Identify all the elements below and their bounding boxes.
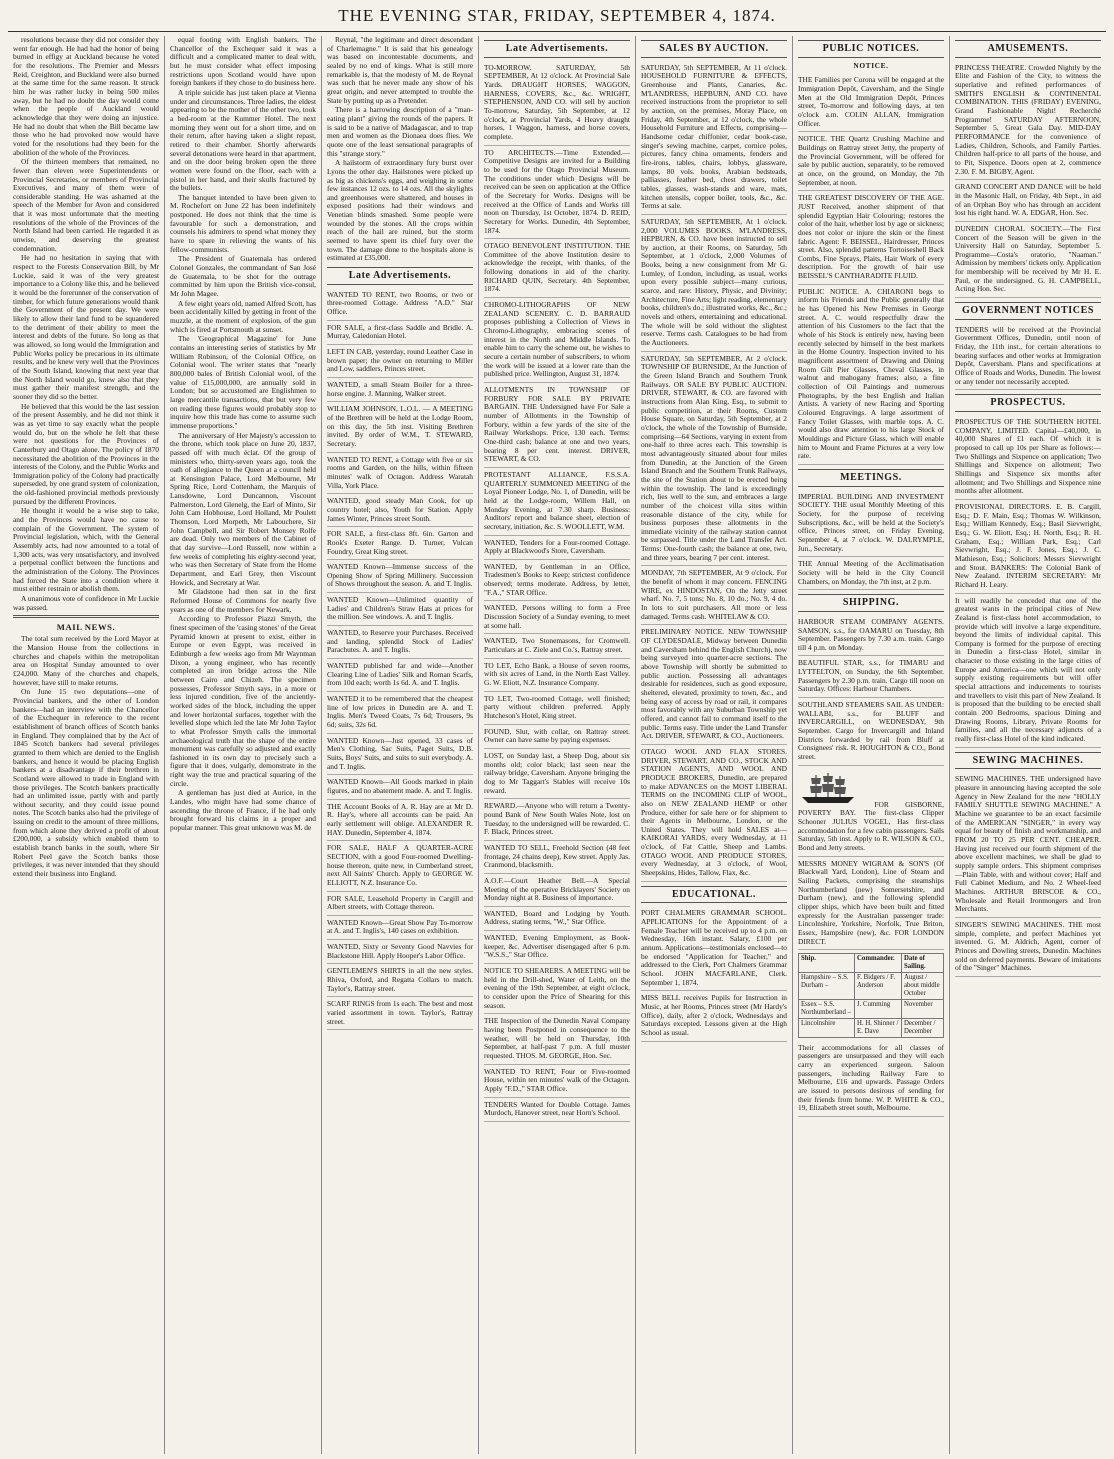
classified-ad: WANTED Known—Great Show Pay To-morrow at A. and T. Inglis's, 140 cases on exhibition. [327, 916, 473, 940]
classified-ad: WANTED, good steady Man Cook, for up country hotel; also, Youth for Station. Apply James Winter, Princes street South. [327, 494, 473, 527]
educational-heading: EDUCATIONAL. [641, 886, 787, 904]
classified-ad: WANTED TO RENT, Four or Five-roomed House, within ten minutes' walk of the Octagon. Apply "F.D.," STAR Office. [484, 1065, 630, 1098]
columns [8, 36, 1106, 1454]
classified-ad: FOR SALE, Leasehold Property in Cargill and Albert streets, with Cottage thereon. [327, 892, 473, 916]
table-cell: Hampshire – S.S. Durham – [799, 973, 855, 1000]
article-paragraph: Of the thirteen members that remained, no fewer than eleven were Superintendents or Provincial Secretaries, or members of Provincial Executives, and many of them were of considerable standing. He was ashamed at the speech of the Member for Avon and considered that it was most unfortunate that the meeting resolutions of the whole of the Provinces of the North Island had been carried. He regarded it as unwise, and deserving the greatest condemnation. [13, 157, 159, 253]
classified-ad: LEFT IN CAB, yesterday, round Leather Case in brown paper; the owner on returning to Miller and Low, saddlers, Princes street. [327, 345, 473, 378]
school-notice: PORT CHALMERS GRAMMAR SCHOOL. APPLICATIONS for the Appointment of a Female Teacher will be received up to 4 p.m. on Wednesday, 16th instant. Salary, £100 per annum. Applications—testimonials enclosed—to be endorsed "Application for Teacher," and addressed to the Clerk, Port Chalmers Grammar School. JOHN MACFARLANE, Clerk. September 1, 1874. [641, 906, 787, 991]
auction-ad: TO-MORROW. SATURDAY, 5th SEPTEMBER, At 12 o'clock. At Provincial Sale Yards. DRAUGHT HORSES, WAGGON, HARNESS, COVERS, &c., &c. WRIGHT, STEPHENSON, AND CO. will sell by auction To-morrow, Saturday, 5th September, at 12 o'clock, at Provincial Yards, 4 Heavy draught horses, 1 Waggon, harness, and horse covers, complete. [484, 61, 630, 146]
late-advertisements-heading: Late Advertisements. [327, 267, 473, 285]
column-4 [479, 36, 636, 1454]
column-3 [322, 36, 479, 1454]
shipping-footer: Their accommodations for all classes of passengers are unsurpassed and they will each carry an experienced surgeon. Saloon passengers, including Railway Fare to Melbourne, £16 and upwards. Passage Orders are issued to persons desirous of sending for their friends from home. W. P. WHITE & CO., 19, Elizabeth street south, Melbourne. [798, 1041, 944, 1117]
article-paragraph: He believed that this would be the last session of the present Assembly, and he did not think it was as yet time to say exactly what the people would do, but on the whole he felt that these were not questions for the Provinces of Canterbury and Otago alone. The policy of 1870 necessitated the abolition of the Provinces in the interests of the Colony, and the Public Works and Immigration policy of the Colony had practically superseded, by one grand system of colonization, the old-fashioned provincial methods previously pursued by the different Provinces. [13, 401, 159, 506]
table-cell: August / about middle October [901, 973, 943, 1000]
table-header: Commander. [855, 954, 902, 973]
article-paragraph: The banquet intended to have been given to M. Rochefort on June 22 has been indefinitely postponed. He does not think that the time is favourable for such a demonstration, and counsels his admirers to spend what money they have to spare in relieving the wants of his fellow-communists. [170, 192, 316, 254]
article-paragraph: Reynal, "the legitimate and direct descendant of Charlemagne." It is said that his genealogy was based on incontestable documents, and sealed by no end of kings. What is still more remarkable is, that the modesty of M. de Reynal was such that he never made any show of his great origin, and never attempted to trouble the State by putting up as a Pretender. [327, 36, 473, 105]
classified-ad: WANTED, to Reserve your Purchases. Received and landing, splendid Stock of Ladies' Parachutes. A. and T. Inglis. [327, 626, 473, 659]
shipping-ad-text: FOR GISBORNE, POVERTY BAY. The first-class Clipper Schooner JULIUS VOGEL, Has first-class accommodation for a few cabin passengers. Sails Saturday, 5th inst. Apply to R. WILSON & CO., Bond and Jetty streets. [798, 799, 944, 852]
article-paragraph: He thought it would be a wise step to take, and the Provinces would have no cause to complain of the Government. The system of Provincial legislation, which, with the General Assembly acts, had now amounted to a total of 1,300 acts, was very unsatisfactory, and involved a perpetual conflict between the functions and the administration of the Colony. The Provinces had forced the State into a condition where it must either restrain or abolish them. [13, 506, 159, 594]
classified-ad: WANTED Known—Just opened, 33 cases of Men's Clothing, Sac Suits, Paget Suits, D.B. Suits, Boys' Suits, and suits to suit everybody. A. and T. Inglis. [327, 734, 473, 776]
table-cell: November [901, 999, 943, 1018]
mail-news-heading: MAIL NEWS. [56, 622, 116, 633]
classified-ad: WANTED, a small Steam Boiler for a three-horse engine. J. Manning, Walker street. [327, 378, 473, 402]
music-lessons-ad: MISS BELL receives Pupils for Instruction in Music, at her Rooms, Princes street (Mr Hardy's Office), daily, after 2 o'clock, Wednesdays and Saturdays excepted. Lessons given at the High School as usual. [641, 991, 787, 1041]
sailing-ship-icon [798, 771, 858, 805]
table-cell: H. H. Shinner / E. Dave [855, 1018, 902, 1037]
article-paragraph: Mr Gladstone had then sat in the first Reformed House of Commons for nearly five years as one of the members for Newark. [170, 587, 316, 614]
meeting-notice: THE Annual Meeting of the Acclimatisation Society will be held in the City Council Chambers, on Monday, the 7th inst, at 2 p.m. [798, 557, 944, 590]
classified-ad: WANTED published far and wide—Another Clearing Line of Ladies' Silk and Roman Scarfs, from 10d each; worth 1s 6d. A. and T. Inglis. [327, 659, 473, 692]
table-header-row [799, 954, 944, 973]
table-row [799, 973, 944, 1000]
prospectus-directors: PROVISIONAL DIRECTORS. E. B. Cargill, Esq.; D. F. Main, Esq.; Thomas W. Wilkinson, Esq.; William Kennedy, Esq.; Basil Sievwright, Esq.; G. W. Eliott, Esq.; H. North, Esq.; R. H. Graham, Esq.; William Park, Esq.; Carl Sievwright, Esq.; J. F. Jones, Esq.; J. C. Mathieson, Esq.; Solicitors: Messrs Sievwright and Stout. BANKERS: The Colonial Bank of New Zealand. INTERIM SECRETARY: Mr Richard H. Leary. [955, 500, 1101, 594]
classified-ad: WANTED, by Gentleman in an Office, Tradesmen's Books to Keep; strictest confidence observed; terms moderate. Address, by letter, "F.A.," STAR Office. [484, 560, 630, 602]
meetings-heading: MEETINGS. [798, 469, 944, 487]
shipping-ad: SOUTHLAND STEAMERS SAIL AS UNDER: WALLABI, s.s., for BLUFF and INVERCARGILL, on WEDNESDAY, 9th September. Cargo for Invercargill and Inland Districts forwarded by rail from Bluff at Consignees' risk. R. HOUGHTON & CO., Bond street. [798, 698, 944, 766]
sales-by-auction-heading: SALES BY AUCTION. [641, 40, 787, 58]
auction-ad: SATURDAY, 5th SEPTEMBER, At 11 o'clock. HOUSEHOLD FURNITURE & EFFECTS, Greenhouse and Plants, Canaries, &c. M'LANDRESS, HEPBURN, AND CO. have received instructions from the proprietor to sell by auction, on the premises, Moray Place, on Friday, 4th September, at 12 o'clock, the whole Household Furniture and Effects, comprising—Handsome cedar chiffonier, cedar book-case, singer's sewing machine, carpet, cornice poles, pictures, fancy china ornaments, fenders and fire-irons, tables, chairs, lobbys, glassware, lamps, 80 vols. books, Arabian bedsteads, palliasses, feather bed, chest drawers, toilet tables, glasses, wash-stands and ware, mats, kitchen utensils, copper boiler, tools, &c., &c. Terms at sale. [641, 61, 787, 215]
table-cell: December / December [901, 1018, 943, 1037]
classified-ad: GENTLEMEN'S SHIRTS in all the new styles. Rhiva, Oxford, and Regatta Collars to match. Taylor's, Rattray street. [327, 964, 473, 997]
theatre-ad: PRINCESS THEATRE. Crowded Nightly by the Elite and Fashion of the City, to witness the superlative and refined performances of SMITH'S ENGLISH & CONTINENTAL COMBINATION. THIS (FRIDAY) EVENING, Grand Fashionable Night! Recherché Programme! SATURDAY AFTERNOON, September 5, Great Gala Day. MID-DAY PERFORMANCE for the convenience of Ladies, Children, Schools, and Family Parties. Children half-price to all parts of the house, and to Pit, Sixpence. Doors open at 2, commence 2.30. F. M. BIGBY, Agent. [955, 61, 1101, 181]
classified-ad: WANTED Known—Unlimited quantity of Ladies' and Children's Straw Hats at prices for the million. See windows. A. and T. Inglis. [327, 593, 473, 626]
concert-ad: GRAND CONCERT AND DANCE will be held in the Masonic Hall, on Friday, 4th Sept., in aid of an Orphan Boy who has through an accident lost his right hand. W. A. EDGAR, Hon. Sec. [955, 180, 1101, 222]
classified-ad: WANTED Known—All Goods marked in plain figures, and no abatement made. A. and T. Inglis. [327, 775, 473, 799]
shop-notice: PUBLIC NOTICE. A. CHIARONI begs to inform his Friends and the Public generally that he has Opened his New Premises in George street. A. C. would respectfully draw the attention of his Customers to the fact that the whole of his Stock is entirely new, having been recently selected by himself in the best markets in the Home Country. Inspection invited to his magnificent assortment of Drawing and Dining Room Gilt Pier Glasses, Cheval Glasses, in walnut and mahogany frames; also, a fine collection of Oil Paintings and numerous Photographs, by the best English and Italian Artists. A variety of new Racing and Sporting Coloured Engravings. A large assortment of Fancy Toilet Glasses, with marble tops. A. C. would also draw attention to his large Stock of Mouldings and Picture Glass, which will enable him to Mount and Frame Pictures at a very low rate. [798, 285, 944, 465]
article-paragraph: A few eight years old, named Alfred Scott, has been accidentally killed by getting in front of the muzzle, at the moment of explosion, of the gun which is fired at Portsmouth at sunset. [170, 298, 316, 334]
sewing-machine-ad: SEWING MACHINES. THE undersigned have pleasure in announcing having accepted the sole Agency in New Zealand for the new "HOLLY FAMILY SHUTTLE SEWING MACHINE." A Machine we guarantee to be an exact facsimile of the AMERICAN "SINGER," in every way equal for beauty of finish and workmanship, and FROM 20 TO 25 PER CENT. CHEAPER. Having just received our fourth shipment of the above excellent machines, we shall be glad to supply sample orders. This shipment comprises—Plain Table, with and without cover; Half and Full Cabinet Medium, and No. 2 Wheel-feed Machines. ARTHUR BRISCOE & CO., Wholesale and Retail Ironmongers and Iron Merchants. [955, 772, 1101, 918]
table-row [799, 1018, 944, 1037]
auction-ad: MONDAY, 7th SEPTEMBER, At 9 o'clock. For the benefit of whom it may concern. FENCING WIRE, ex HINDOSTAN, On the Jetty street wharf. No. 7, 5 tons; No. 8, 10 do.; No. 9, 4 do. In lots to suit purchasers. All more or less damaged. Terms cash. WHITELAW & CO. [641, 566, 787, 625]
classified-ad: WILLIAM JOHNSON, L.O.L. — A MEETING of the Brethren will be held at the Lodge Room, on this day, the 5th inst. Visiting Brethren invited. By order of W.M., T. STEWARD, Secretary. [327, 402, 473, 452]
table-header: Date of Sailing. [901, 954, 943, 973]
table-header: Ship. [799, 954, 855, 973]
table-cell: J. Cumming [855, 999, 902, 1018]
article-paragraph: There is a harrowing description of a "man-eating plant" giving the rounds of the papers. It is said to be a native of Madagascar, and to trap men and women as the Dionaea does flies. We quote one of the least sensational paragraphs of this "strange story." [327, 105, 473, 158]
classified-ad: FOR SALE, HALF A QUARTER-ACRE SECTION, with a good Four-roomed Dwelling-house thereon, quite new, in Cumberland street, next All Saints' Church. Apply to GEORGE W. ELLIOTT, N.Z. Insurance Co. [327, 841, 473, 891]
lodge-meeting-notice: PROTESTANT ALLIANCE, F.S.S.A. QUARTERLY SUMMONED MEETING of the Loyal Pioneer Lodge, No. 1, of Dunedin, will be held at the Lodge-room, Willem Hall, on Monday Evening, at 7.30 sharp. Business: Auditors' report and balance sheet, election of secretary, initiation, &c. S. WOOLLETT, W.M. [484, 468, 630, 536]
article-paragraph: The President of Guatemala has ordered Colonel Gonzales, the commandant of San José de Guatemala, to be shot for the outrage committed by him upon the British vice-consul, Mr John Magee. [170, 254, 316, 299]
classified-ad: WANTED, Evening Employment, as Book-keeper, &c. Advertiser disengaged after 6 p.m. "W.S.S.," Star Office. [484, 931, 630, 964]
political-report [13, 36, 159, 612]
divider [13, 615, 159, 618]
sewing-machines-heading: SEWING MACHINES. [955, 752, 1101, 770]
sewing-machine-ad: SINGER'S SEWING MACHINES. THE most simple, complete, and perfect Machines yet invented. G. M. Aldrich, Agent, corner of Princes and Dowling streets, Dunedin. Machines sold on deferred payments. Beware of imitations of the "Singer" Machines. [955, 918, 1101, 977]
classified-ad: WANTED, Persons willing to form a Free Discussion Society of a Sunday evening, to meet at some hall. [484, 601, 630, 634]
masthead: THE EVENING STAR, FRIDAY, SEPTEMBER 4, 1874. [8, 6, 1106, 32]
classified-ad: TO LET, Two-roomed Cottage, well finished; party without children preferred. Apply Hutcheson's Hotel, King street. [484, 692, 630, 725]
institution-notice: OTAGO BENEVOLENT INSTITUTION. THE Committee of the above Institution desire to acknowledge the receipt, with thanks, of the following donations in aid of the charity. RICHARD QUIN, Secretary. 4th September, 1874. [484, 239, 630, 298]
table-cell: Lincolnshire [799, 1018, 855, 1037]
tender-notice: TO ARCHITECTS.—Time Extended.—Competitive Designs are invited for a Building to be used for the Otago Provincial Museum. The conditions under which Designs will be received can be seen on application at the Office of the Secretary for Works. Designs will be received at the Office of Lands and Works till noon on Thursday, 1st October, 1874. D. REID, Secretary for Works. Dunedin, 4th September, 1874. [484, 146, 630, 240]
classified-ad: WANTED, Sixty or Seventy Good Navvies for Blackstone Hill. Apply Hooper's Labor Office. [327, 940, 473, 964]
mail-news-continued [170, 36, 316, 833]
hair-colouring-ad: THE GREATEST DISCOVERY OF THE AGE. JUST Received, another shipment of that splendid Egyptian Hair Colouring; restores the color of the hair, whether lost by age or sickness; does not color or injure the skin or the finest fabric. Agent: F. BEISSEL, Hairdresser, Princes street. Also, splendid patterns Tortoiseshell Back Combs, Fine Sprays, Plaits, Hair Work of every description. For the growth of hair use BEISSEL'S CANTHARADITE FLUID. [798, 191, 944, 285]
classified-ad: A.O.F.—Court Heather Bell.—A Special Meeting of the operative Bricklayers' Society on Monday night at 8. Business of importance. [484, 874, 630, 907]
shipping-ad [798, 766, 944, 857]
table-row [799, 999, 944, 1018]
article-paragraph: equal footing with English bankers. The Chancellor of the Exchequer said it was a difficult and a complicated matter to deal with, but he must consider what effect imposing restrictions upon Scotland would have upon foreign bankers if they chose to do business here. [170, 36, 316, 88]
classified-ad: LOST, on Sunday last, a Sheep Dog, about six months old; color black; last seen near the railway bridge, Caversham. Anyone bringing the dog to Mr Taggart's Stables will receive 10s reward. [484, 749, 630, 799]
shipping-ad: BEAUTIFUL STAR, s.s., for TIMARU and LYTTELTON, on Sunday, the 6th September. Passengers by 2.30 p.m. train. Cargo till noon on Saturday. Offices: Harbour Chambers. [798, 656, 944, 698]
classified-ad: WANTED TO RENT, a Cottage with five or six rooms and Garden, on the hills, within fifteen minutes' walk of Octagon. Address Waratah Villa, York Place. [327, 453, 473, 495]
classified-ad: WANTED TO SELL, Freehold Section (48 feet frontage, 24 chains deep), Kew street. Apply Jas. Cranmond, blacksmith. [484, 841, 630, 874]
government-notice: TENDERS will be received at the Provincial Government Offices, Dunedin, until noon of Friday, the 11th inst., for certain alterations to bearing surfaces and other works at Immigration Depôt, Caversham. Plans and specifications at Office of Roads and Works, Dunedin. The lowest or any tender not necessarily accepted. [955, 323, 1101, 391]
column-1 [8, 36, 165, 1454]
classified-ad: FOR SALE, a first-class Saddle and Bridle. A. Murray, Caledonian Hotel. [327, 321, 473, 345]
meeting-notice: THE Inspection of the Dunedin Naval Company having been Postponed in consequence to the weather, will be held on Thursday, 10th September, at half-past 7 p.m. A full muster requested. THOS. M. GEORGE, Hon. Sec. [484, 1014, 630, 1064]
late-advertisements-heading: Late Advertisements. [484, 40, 630, 58]
classified-ad: THE Account Books of A. R. Hay are at Mr D. R. Hay's, where all accounts can be paid. An early settlement will oblige. ALEXANDER R. HAY. Dunedin, September 4, 1874. [327, 800, 473, 842]
mail-news-continued [327, 36, 473, 263]
column-6 [793, 36, 950, 1454]
column-7 [950, 36, 1106, 1454]
prospectus-body: It will readily be conceded that one of the greatest wants in the principal cities of New Zealand is first-class hotel accommodation, to provide which will involve a large expenditure, beyond the limits of individual capital. This Company is formed for the purpose of erecting in Dunedin a first-class Hotel, similar in character to those existing in the large cities of Europe and America—one which will not only supply existing requirements but will offer special attractions and inducements to tourists and travellers to visit this part of New Zealand. It is proposed that the building to be erected shall contain 200 Bedrooms, spacious Dining and Drawing Rooms, Library, Private Rooms for families, and all the necessary adjuncts of a really first-class Hotel of the kind indicated. [955, 594, 1101, 748]
public-notice: NOTICE. THE Quartz Crushing Machine and Buildings on Rattray street Jetty, the property of the Provincial Government, will be offered for sale by public auction, separately, to be removed at once, on the ground, on Monday, the 7th September, at noon. [798, 132, 944, 191]
prospectus-text: PROSPECTUS OF THE SOUTHERN HOTEL COMPANY, LIMITED. Capital—£40,000, in 40,000 Shares of £1 each. Of which it is proposed to call up 10s per Share as follows:—Two Shillings and Sixpence on application; Two Shillings and Sixpence on allotment; Two Shillings and Sixpence six months after allotment; and Two Shillings and Sixpence nine months after allotment. [955, 415, 1101, 500]
public-notices-heading: PUBLIC NOTICES. [798, 40, 944, 58]
table-cell: Essex – S.S. Northumberland – [799, 999, 855, 1018]
auction-ad: SATURDAY, 5th SEPTEMBER, At 2 o'clock. TOWNSHIP OF BURNSIDE, At the Junction of the Green Island Branch and Southern Trunk Railways. OR SALE BY PUBLIC AUCTION. DRIVER, STEWART, & CO. are favored with instructions from Alan King, Esq., to submit to public competition, at their Rooms, Custom House Square, on Saturday, 5th September, at 2 o'clock, the whole of the Township of Burnside, comprising—64 Sections, varying in extent from one-half to three acres each. This township is most advantageously situated about four miles from Dunedin, at the Junction of the Green Island Branch and the Southern Trunk Railways, the site of the Station about to be erected being within the township. The land is exceedingly rich, lies well to the sun, and embraces a large number of the choicest villa sites within reasonable distance of the city, while for business purposes these allotments in the immediate vicinity of the railway station cannot be surpassed. Title under the Land Transfer Act. Terms: One-fourth cash; the balance at one, two, and three years, bearing 7 per cent. interest. [641, 352, 787, 567]
article-paragraph: The 'Geographical Magazine' for June contains an interesting series of statistics by Mr William Robinson, of the Colonial Office, on Colonial wool. The writer states that "nearly 800,000 bales of British Colonial wool, of the value of £15,000,000, are annually sold in London; but so accustomed are Englishmen to large mercantile transactions, that but very few on reading these figures would probably stop to inquire how this trade has come to assume such immense proportions." [170, 334, 316, 430]
land-sale-ad: ALLOTMENTS IN TOWNSHIP OF FORBURY FOR SALE BY PRIVATE BARGAIN. THE Undersigned have For Sale a number of Allotments in the Township of Forbury, within a few yards of the site of the Railway Workshops. Price, 130 each. Terms: One-third cash; balance at one and two years, bearing 8 per cent. interest. DRIVER, STEWART, & CO. [484, 383, 630, 468]
classified-ad: REWARD.—Anyone who will return a Twenty-pound Bank of New South Wales Note, lost on Tuesday, to the undersigned will be rewarded. C. F. Black, Princes street. [484, 799, 630, 841]
classified-ad: WANTED, Board and Lodging by Youth. Address, stating terms, "W.," Star Office. [484, 907, 630, 931]
article-paragraph: According to Professor Piazzi Smyth, the finest specimen of the 'casing stones' of the Great Pyramid known at present to exist, either in Europe or even Egypt, was received in Edinburgh a few weeks ago from Mr Waynman Dixon, a young engineer, who has recently completed an iron bridge across the Nile between Cairo and Chizeh. The specimen possesses, Professor Smyth says, in a more or less injured condition, five of the anciently-worked sides of the block, including the upper and lower horizontal surfaces, together with the levelled slope which led the late Mr John Taylor to what Professor Smyth calls the immortal archaeological truth that the shape of the entire monument was carefully so adjusted and exactly fashioned in its own day to precisely such a figure that it does, vulgarly, demonstrate in the right way the true and practical squaring of the circle. [170, 614, 316, 788]
agent-ad: OTAGO WOOL AND FLAX STORES. DRIVER, STEWART, AND CO., STOCK AND STATION AGENTS, AND WOOL AND PRODUCE BROKERS, Dunedin, are prepared to make ADVANCES on the MOST LIBERAL TERMS on the INCOMING CLIP of WOOL, also on NEW ZEALAND HEMP or other Produce, either for sale here or for shipment to their Agents in Melbourne, London, or the United States. They will hold SALES at—KAIKORAI YARDS, every Wednesday, at 11 o'clock, of Fat Cattle, Sheep and Lambs. OTAGO WOOL AND PRODUCE STORES, every Wednesday, at 3 o'clock, of Wool, Sheepskins, Hides, Tallow, Flax, &c. [641, 745, 787, 882]
article-paragraph: A hailstorm of extraordinary fury burst over Lyons the other day. Hailstones were picked up as big as chickens's eggs, and weighing in some few instances 12 ozs. to 14 ozs. All the skylights and greenhouses were shattered, and houses in exposed positions had their windows and Venetian blinds smashed. Some people were wounded by the stones. All the crops within reach of the hail are ruined, but the storm seemed to have spent its chief fury over the town. The damage done to the hospitals alone is estimated at £35,000. [327, 158, 473, 263]
article-paragraph: resolutions because they did not consider they went far enough. He had had the honor of being burned in effigy at Auckland because he voted for the resolutions. The Premier and Messrs Reid, Creighton, and Buckland were also burned at the same time for the same reason. It struck him he was rather lucky in being 500 miles away, but he had no doubt the day would come when the people of Auckland would acknowledge that they were doing an injustice. He had no doubt that when the Bill became law those who he had provoked now would have voted for the resolutions had they been for the abolition of the whole of the Provinces. [13, 36, 159, 157]
publication-notice: CHROMO-LITHOGRAPHS OF NEW ZEALAND SCENERY. C. D. BARRAUD proposes publishing a Collection of Views in Chromo-Lithography, embracing scenes of interest in the North and Middle Islands. To enable him to carry the scheme out, he wishes to secure a certain number of subscribers, to whom the work will be issued at a lower rate than the published price. Wellington, August 31, 1874. [484, 298, 630, 383]
shipping-ad: HARBOUR STEAM COMPANY AGENTS. SAMSON, s.s., for OAMARU on Tuesday, 8th September. Passengers by 7.30 a.m. train. Cargo till 4 p.m. on Monday. [798, 615, 944, 657]
table-cell: F. Bidgers / F. Anderson [855, 973, 902, 1000]
column-5 [636, 36, 793, 1454]
government-notices-heading: GOVERNMENT NOTICES [955, 302, 1101, 320]
article-paragraph: A unanimous vote of confidence in Mr Luckie was passed. [13, 594, 159, 612]
classified-ad: WANTED it to be remembered that the cheapest line of low prices in Dunedin are A. and T. Inglis. Men's Tweed Coats, 7s 6d; Trousers, 9s 6d; suits, 32s 6d. [327, 692, 473, 734]
article-paragraph: The anniversary of Her Majesty's accession to the throne, which took place on June 20, 1837, passed off with much éclat. Of the group of ministers who, thirty-seven years ago, took the oath of allegiance to the Queen at a council held at Kensington Palace, Lord Melbourne, Mr Spring Rice, Lord Cottenham, the Marquis of Lansdowne, Lord Duncannon, Viscount Palmerston, Lord Glenelg, the Earl of Minto, Sir John Cam Hobhouse, Lord Holland, Mr Poulett Thomson, Lord Morpeth, Mr Labouchere, Sir John Campbell, and Sir Robert Monsey Rolfe are dead. Only two members of the Cabinet of that day survive—Lord Russell, now within a few weeks of completing his eighty-second year, who was then Secretary of State from the Home Department, and Earl Grey, then Viscount Howick, and Secretary at War. [170, 430, 316, 587]
classified-ad: WANTED TO RENT, two Rooms, or two or three-roomed Cottage. Address "A.D." Star Office. [327, 288, 473, 321]
classified-ad: WANTED, Tenders for a Four-roomed Cottage. Apply at Blackwood's Store, Caversham. [484, 536, 630, 560]
notice-label: NOTICE. [853, 60, 889, 70]
article-paragraph: A triple suicide has just taken place at Vienna under and circumstances. Three ladies, the eldest appearing to be the mother of the other two, took a bed-room at the Kummer Hotel. The next morning they went out for a short time, and on their return, after having taken a slight repast, retired to their chamber. Shortly afterwards several detonations were heard in that apartment, and on the door being broken open the three women were found on the floor, each with a pistol in her hand, and their skulls fractured by the bullets. [170, 87, 316, 193]
amusements-heading: AMUSEMENTS. [955, 40, 1101, 58]
classified-ad: TENDERS Wanted for Double Cottage. James Murdoch, Hanover street, near Horn's School. [484, 1098, 630, 1122]
classified-ad: SCARF RINGS from 1s each. The best and most varied assortment in town. Taylor's, Rattray street. [327, 997, 473, 1030]
public-notice: THE Families per Corona will be engaged at the Immigration Depôt, Caversham, and the Single Men at the Old Immigration Depôt, Princes street, To-morrow and following days, at ten o'clock a.m. COLIN ALLAN, Immigration Officer. [798, 73, 944, 132]
sailing-schedule-table [798, 953, 944, 1037]
classified-ad: FOR SALE, a first-class 8ft. 6in. Garton and Rook's Exeter Range. D. Turner, Vulcan Foundry, Great King street. [327, 527, 473, 560]
classified-ad: FOUND, Slut, with collar, on Rattray street. Owner can have same by paying expenses. [484, 725, 630, 749]
mail-news-article [13, 635, 159, 878]
article-paragraph: He had no hesitation in saying that with respect to the Forests Conservation Bill, by Mr Luckie, said it was of the very greatest importance to a Colony like this, and he believed it would be the forerunner of the conservation of timber, for which future generations would thank the Government of the present day. We were likely to allow their land fund to be squandered to the detriment of their ability to meet the interest and debts of the future. So long as that was allowed, so long would the Immigration and Public Works policy be precarious in its ultimate results, and he knew very well that the Provinces of the South Island, knowing that next year that the North Island would go, knew also that they must gather their manifest strength, and the sooner they did so the better. [13, 253, 159, 401]
auction-ad: PRELIMINARY NOTICE. NEW TOWNSHIP OF CLYDESDALE, Midway between Dunedin and Caversham behind the English Church), now being surveyed into quarter-acre sections. The above Township will shortly be submitted to public auction. Possessing all advantages desirable for residences, such as good exposure, sheltered, elevated, proximity to town, &c., and being easy of access by road or rail, it compares most favorably with any Suburban Township yet offered, and cannot fail to command itself to the public. Terms easy. Title under the Land Transfer Act. DRIVER, STEWART, & CO., Auctioneers. [641, 625, 787, 745]
auction-ad: SATURDAY, 5th SEPTEMBER, At 1 o'clock. 2,000 VOLUMES BOOKS. M'LANDRESS, HEPBURN, & CO. have been instructed to sell by auction, at their Rooms, on Saturday, 5th September, at 1 o'clock, 2,000 Volumes of Books, being a new consignment from Mr G. Lumley, of London, including, as usual, works upon every possible subject—many curious, scarce, and rare: History, Physic, and Divinity; Architecture, Fine Arts; light reading, elementary books, children's do.; illustrated works, &c., &c.; novels and others, entertaining and educational. The whole will be sold without the slightest reserve. Terms cash. Catalogues to be had from the Auctioneers. [641, 215, 787, 352]
shipping-ad: MESSRS MONEY WIGRAM & SON'S (Of Blackwall Yard, London), Line of Steam and Sailing Packets, comprising the steamships Northumberland (new) Somersetshire, and Durham (new), and the following splendid clipper ships, which have been built and fitted expressly for the Australian passenger trade: Lincolnshire, Yorkshire, Norfolk, True Briton, Essex, Hampshire (new), &c. FOR LONDON DIRECT. [798, 857, 944, 951]
choral-society-ad: DUNEDIN CHORAL SOCIETY.—The First Concert of the Season will be given in the University Hall on Saturday, September 5. Programme—Costa's oratorio, "Naaman." Admission by members' tickets only. Application for membership will be received by Mr H. E. Paul, or the undersigned. G. H. CAMPBELL, Acting Hon. Sec. [955, 222, 1101, 298]
article-paragraph: A gentleman has just died at Aurice, in the Landes, who might have had some chance of ascending the throne of France, if he had only brought forward his claims in a proper and popular manner. This great unknown was M. de [170, 788, 316, 833]
meeting-notice: NOTICE TO SHEARERS. A MEETING will be held in the Drill-shed, Water of Leith, on the evening of the 19th September, at eight o'clock, to consider upon the Price of Shearing for this season. [484, 964, 630, 1014]
meeting-notice: IMPERIAL BUILDING AND INVESTMENT SOCIETY. THE usual Monthly Meeting of this Society, for the purpose of receiving Subscriptions, &c., will be held at the Society's office, Princes street, on Friday Evening, September 4, at 7 o'clock. W. DALRYMPLE, Jun., Secretary. [798, 490, 944, 558]
column-2 [165, 36, 322, 1454]
article-paragraph: The total sum received by the Lord Mayor at the Mansion House from the collections in churches and chapels within the metropolitan area on Hospital Sunday amounted to over £24,000. Many of the churches and chapels, however, have still to make returns. [13, 634, 159, 687]
classified-ad: WANTED, Two Stonemasons, for Cromwell. Particulars at C. Ziele and Co.'s, Rattray street. [484, 634, 630, 658]
article-paragraph: On June 15 two deputations—one of Provincial bankers, and the other of London bankers—had an interview with the Chancellor of the Exchequer in reference to the recent establishment of branch offices of Scotch banks in England. They complained that by the Act of 1845 Scotch bankers had several privileges granted to them which are denied to the English bankers, and hence it would be placing English bankers at a disadvantage if their brethren in Scotland were allowed to trade in England with those privileges. The Scotch bankers practically had an unlimited issue, partly with and partly without security, and they could issue pound notes. The Scotch banks also had the privilege of issuing on credit to the amount of three millions, from which alone they derived a profit of about £200,000, a subsidy which enabled them to establish branch banks in the south, where Sir Robert Peel gave the Scotch banks those privileges, it was never intended that they should extend their business into England. [13, 687, 159, 879]
classified-ad: TO LET, Echo Bank, a House of seven rooms, with six acres of Land, in the North East Valley. G. W. Eliott, N.Z. Insurance Company. [484, 659, 630, 692]
classified-ad: WANTED Known—Immense success of the Opening Show of Spring Millinery. Succession of Shows throughout the season. A. and T. Inglis. [327, 560, 473, 593]
prospectus-heading: PROSPECTUS. [955, 394, 1101, 412]
shipping-heading: SHIPPING. [798, 594, 944, 612]
